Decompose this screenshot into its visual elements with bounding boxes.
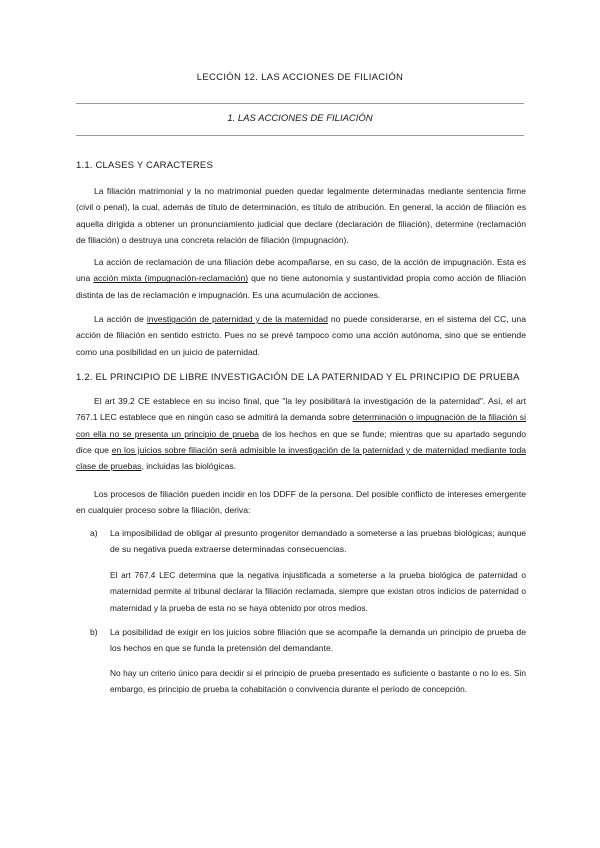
paragraph-4-text-a: El art 39.2 CE establece en su inciso final, que "la ley posibilitará la investigación de la paternidad". Así, el art 767.1 LEC establece que en ningún caso se admitirá la demanda sobre xyxy=(76,396,526,423)
paragraph-3-text-a: La acción de xyxy=(94,314,147,324)
list-item-b-marker: b) xyxy=(90,627,98,637)
paragraph-4-text-b: de los hechos en que se funde; mientras que su apartado segundo dice que xyxy=(76,428,527,455)
paragraph-3 xyxy=(76,311,526,360)
paragraph-2-text-a: La acción de reclamación de una filiación debe acompañarse, en su caso, de la acción de impugnación. Esta es una xyxy=(76,257,526,284)
paragraph-4-text-c: , incluidas las biológicas. xyxy=(141,461,237,472)
divider-top xyxy=(76,103,524,104)
list-item-b xyxy=(90,624,526,657)
heading-1-1: 1.1. CLASES Y CARACTERES xyxy=(76,160,213,171)
list-item-a-marker: a) xyxy=(90,528,98,538)
paragraph-4 xyxy=(76,393,526,474)
list-item-a xyxy=(90,525,526,558)
paragraph-4-underline-2: en los juicios sobre filiación será admisible la investigación de la paternidad y de maternidad mediante toda clase de pruebas xyxy=(76,444,526,472)
paragraph-1: La filiación matrimonial y la no matrimonial pueden quedar legalmente determinadas mediante sentencia firme (civil o penal), la cual, además de título de determinación, es título de atribución. En general, la acción de filiación es aquella dirigida a obtener un pronunciamiento judicial que declare (declaración de filiación), determine (reclamación de filiación) o destruya una concreta relación de filiación (impugnación). xyxy=(76,186,526,245)
paragraph-2-underline: acción mixta (impugnación-reclamación) xyxy=(93,273,249,284)
paragraph-5: Los procesos de filiación pueden incidir en los DDFF de la persona. Del posible conflicto de intereses emergente en cualquier proceso sobre la filiación, deriva: xyxy=(76,489,526,516)
list-item-a-detail: El art 767.4 LEC determina que la negativa injustificada a someterse a la prueba biológica de paternidad o maternidad permite al tribunal declarar la filiación reclamada, siempre que existan otros indicios de paternidad o maternidad y la prueba de esta no se haya obtenido por otros medios. xyxy=(110,570,526,613)
paragraph-2-text-b: que no tiene autonomía y sustantividad propia como acción de filiación distinta de las de reclamación e impugnación. Es una acumulación de acciones. xyxy=(76,273,527,300)
document-title: LECCIÓN 12. LAS ACCIONES DE FILIACIÓN xyxy=(196,72,404,83)
list-item-a-text: La imposibilidad de obligar al presunto progenitor demandado a someterse a las pruebas biológicas; aunque de su negativa pueda extraerse determinadas consecuencias. xyxy=(110,528,526,555)
paragraph-2 xyxy=(76,254,526,303)
paragraph-3-text-b: no puede considerarse, en el sistema del CC, una acción de filiación en sentido estricto. Pues no se prevé tampoco como una acción autónoma, sino que se entiende como una posibilidad en un juicio de paternidad. xyxy=(76,314,526,357)
paragraph-4-underline-1: determinación o impugnación de la filiación si con ella no se presenta un principio de prueba xyxy=(76,412,526,439)
list-item-b-detail: No hay un criterio único para decidir si el principio de prueba presentado es suficiente o bastante o no lo es. Sin embargo, es principio de prueba la cohabitación o convivencia durante el período de concepción. xyxy=(110,668,526,695)
divider-bottom xyxy=(76,135,524,136)
list-item-b-text: La posibilidad de exigir en los juicios sobre filiación que se acompañe la demanda un principio de prueba de los hechos en que se funda la pretensión del demandante. xyxy=(110,627,526,654)
section-title: 1. LAS ACCIONES DE FILIACIÓN xyxy=(227,113,373,124)
heading-1-2: 1.2. EL PRINCIPIO DE LIBRE INVESTIGACIÓN DE LA PATERNIDAD Y EL PRINCIPIO DE PRUEBA xyxy=(76,372,520,383)
paragraph-3-underline: investigación de paternidad y de la maternidad xyxy=(146,314,328,324)
